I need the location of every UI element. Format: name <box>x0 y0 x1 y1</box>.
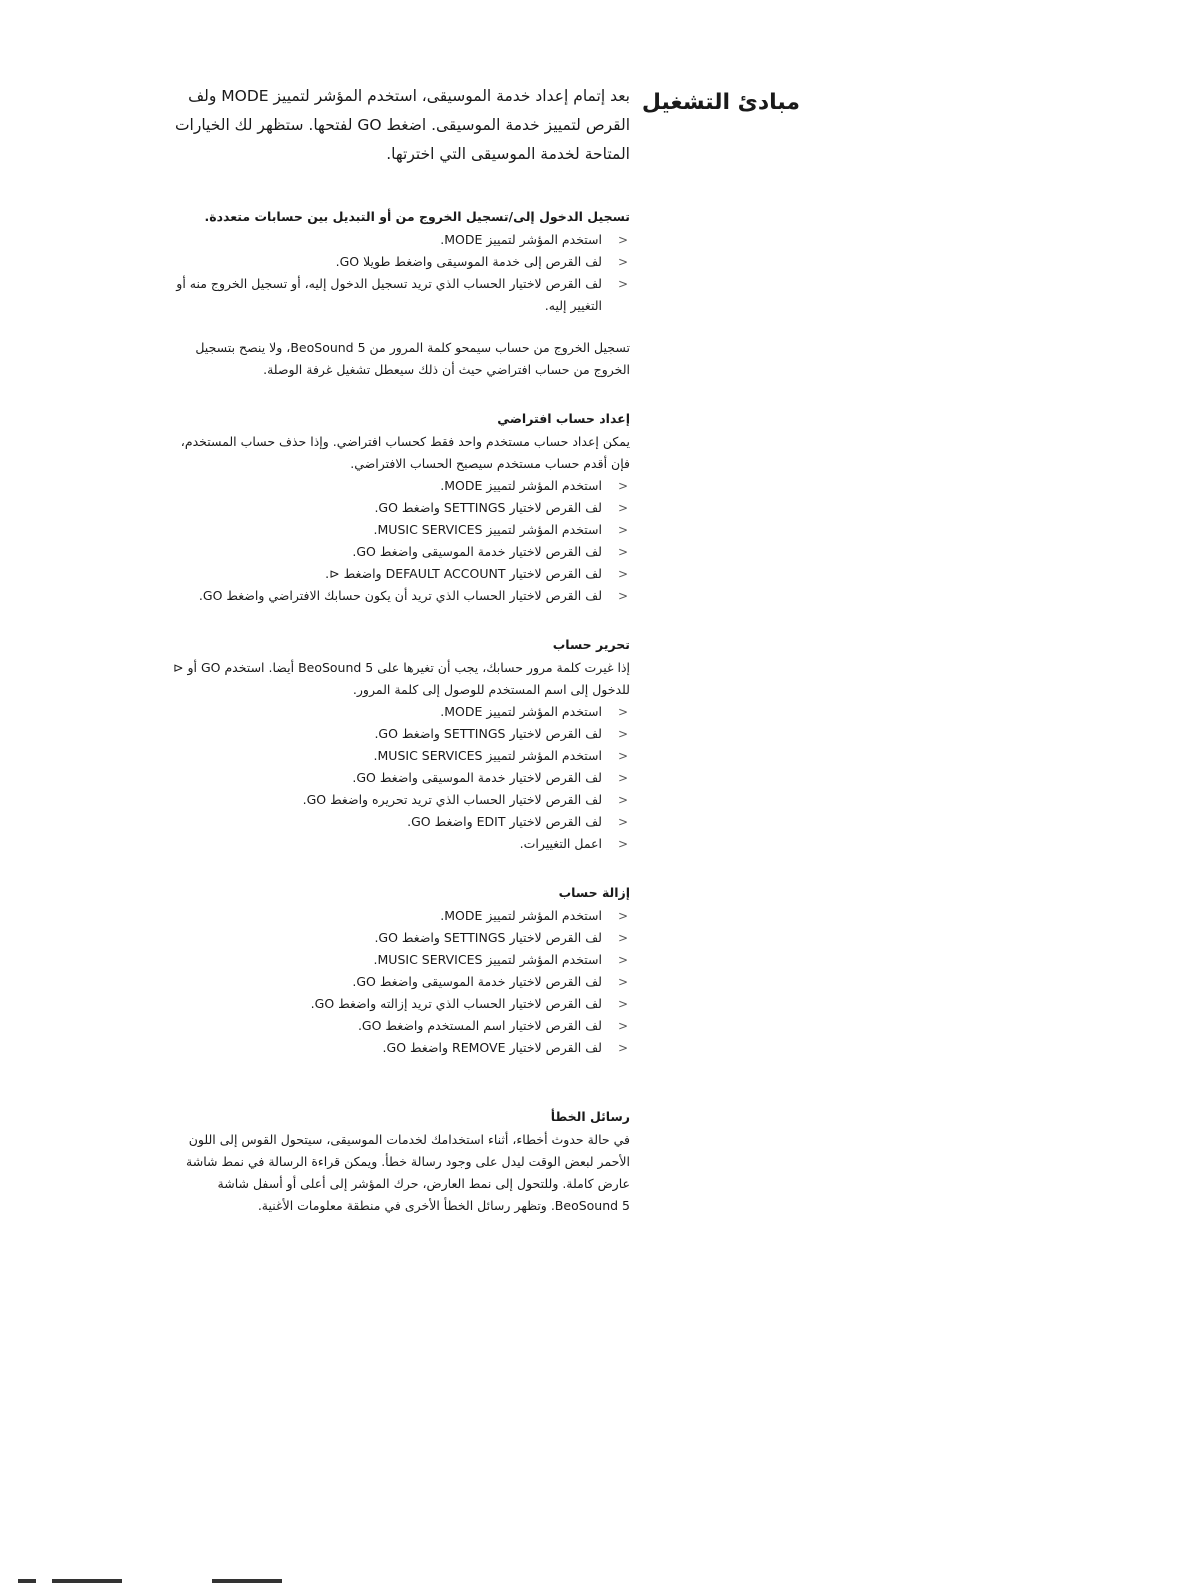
section-default-account <box>170 409 630 607</box>
step-text: استخدم المؤشر لتمييز MODE. <box>440 232 602 247</box>
chevron-icon: < <box>617 277 628 291</box>
chevron-icon: < <box>617 1019 628 1033</box>
list-item <box>170 519 630 541</box>
section-login-logout <box>170 207 630 381</box>
section-remove-account <box>170 883 630 1059</box>
steps-list <box>170 229 630 317</box>
step-text: استخدم المؤشر لتمييز MODE. <box>440 908 602 923</box>
step-text: لف القرص لاختيار خدمة الموسيقى واضغط GO. <box>352 544 602 559</box>
section-intro: يمكن إعداد حساب مستخدم واحد فقط كحساب افتراضي. وإذا حذف حساب المستخدم، فإن أقدم حساب مستخدم سيصبح الحساب الافتراضي. <box>180 434 630 471</box>
list-item <box>170 833 630 855</box>
list-item <box>170 723 630 745</box>
list-item <box>170 701 630 723</box>
list-item <box>170 745 630 767</box>
list-item <box>170 905 630 927</box>
intro-paragraph: بعد إتمام إعداد خدمة الموسيقى، استخدم المؤشر لتمييز MODE ولف القرص لتمييز خدمة الموسيقى. اضغط GO لفتحها. ستظهر لك الخيارات المتاحة لخدمة الموسيقى التي اخترتها. <box>174 87 630 163</box>
chevron-icon: < <box>617 705 628 719</box>
section-error-messages <box>170 1107 630 1217</box>
list-item <box>170 251 630 273</box>
section-heading: تحرير حساب <box>552 637 630 652</box>
step-text: لف القرص لاختيار الحساب الذي تريد إزالته واضغط GO. <box>310 996 602 1011</box>
page-title: مبادئ التشغيل <box>641 90 800 115</box>
step-text: لف القرص لاختيار اسم المستخدم واضغط GO. <box>357 1018 602 1033</box>
section-edit-account <box>170 635 630 855</box>
chevron-icon: < <box>617 953 628 967</box>
section-heading: إزالة حساب <box>558 885 630 900</box>
step-text: لف القرص إلى خدمة الموسيقى واضغط طويلا GO. <box>335 254 602 269</box>
step-text: استخدم المؤشر لتمييز MUSIC SERVICES. <box>373 952 602 967</box>
list-item <box>170 811 630 833</box>
chevron-icon: < <box>617 501 628 515</box>
chevron-icon: < <box>617 909 628 923</box>
step-text: لف القرص لاختيار SETTINGS واضغط GO. <box>374 500 602 515</box>
step-text: لف القرص لاختيار الحساب الذي تريد تحريره واضغط GO. <box>302 792 602 807</box>
list-item <box>170 949 630 971</box>
chevron-icon: < <box>617 815 628 829</box>
list-item <box>170 585 630 607</box>
steps-list <box>170 701 630 855</box>
chevron-icon: < <box>617 837 628 851</box>
step-text: استخدم المؤشر لتمييز MUSIC SERVICES. <box>373 522 602 537</box>
step-text: لف القرص لاختيار SETTINGS واضغط GO. <box>374 726 602 741</box>
chevron-icon: < <box>617 567 628 581</box>
chevron-icon: < <box>617 545 628 559</box>
step-text: استخدم المؤشر لتمييز MODE. <box>440 704 602 719</box>
steps-list <box>170 905 630 1059</box>
print-marks <box>0 1577 300 1583</box>
chevron-icon: < <box>617 1041 628 1055</box>
steps-list <box>170 475 630 607</box>
step-text: لف القرص لاختيار خدمة الموسيقى واضغط GO. <box>352 974 602 989</box>
chevron-icon: < <box>617 793 628 807</box>
list-item <box>170 971 630 993</box>
chevron-icon: < <box>617 975 628 989</box>
step-text: لف القرص لاختيار SETTINGS واضغط GO. <box>374 930 602 945</box>
section-heading: تسجيل الدخول إلى/تسجيل الخروج من أو التبديل بين حسابات متعددة. <box>204 209 630 224</box>
list-item <box>170 475 630 497</box>
section-body: في حالة حدوث أخطاء، أثناء استخدامك لخدمات الموسيقى، سيتحول القوس إلى اللون الأحمر لبعض الوقت ليدل على وجود رسالة خطأ. ويمكن قراءة الرسالة في نمط شاشة عارض كاملة. وللتحول إلى نمط العارض، حرك المؤشر إلى أعلى أو أسفل شاشة BeoSound 5. وتظهر رسائل الخطأ الأخرى في منطقة معلومات الأغنية. <box>186 1132 630 1213</box>
chevron-icon: < <box>617 523 628 537</box>
section-note: تسجيل الخروج من حساب سيمحو كلمة المرور من BeoSound 5، ولا ينصح بتسجيل الخروج من حساب افتراضي حيث أن ذلك سيعطل تشغيل غرفة الوصلة. <box>195 340 630 377</box>
list-item <box>170 789 630 811</box>
step-text: اعمل التغييرات. <box>519 836 602 851</box>
list-item <box>170 927 630 949</box>
chevron-icon: < <box>617 479 628 493</box>
section-intro: إذا غيرت كلمة مرور حسابك، يجب أن تغيرها على BeoSound 5 أيضا. استخدم GO أو ⊲ للدخول إلى اسم المستخدم للوصول إلى كلمة المرور. <box>173 660 630 697</box>
list-item <box>170 229 630 251</box>
chevron-icon: < <box>617 727 628 741</box>
list-item <box>170 993 630 1015</box>
step-text: لف القرص لاختيار DEFAULT ACCOUNT واضغط ⊲. <box>325 566 602 581</box>
list-item <box>170 767 630 789</box>
list-item <box>170 497 630 519</box>
step-text: لف القرص لاختيار الحساب الذي تريد أن يكون حسابك الافتراضي واضغط GO. <box>198 588 602 603</box>
section-heading: رسائل الخطأ <box>550 1109 630 1124</box>
list-item <box>170 1015 630 1037</box>
chevron-icon: < <box>617 997 628 1011</box>
list-item <box>170 563 630 585</box>
step-text: لف القرص لاختيار الحساب الذي تريد تسجيل الدخول إليه، أو تسجيل الخروج منه أو التغيير إليه. <box>176 276 602 313</box>
list-item <box>170 541 630 563</box>
section-heading: إعداد حساب افتراضي <box>497 411 630 426</box>
chevron-icon: < <box>617 931 628 945</box>
step-text: لف القرص لاختيار REMOVE واضغط GO. <box>382 1040 602 1055</box>
list-item <box>170 273 630 317</box>
chevron-icon: < <box>617 771 628 785</box>
chevron-icon: < <box>617 255 628 269</box>
chevron-icon: < <box>617 233 628 247</box>
list-item <box>170 1037 630 1059</box>
step-text: استخدم المؤشر لتمييز MUSIC SERVICES. <box>373 748 602 763</box>
chevron-icon: < <box>617 589 628 603</box>
main-content <box>170 82 630 1245</box>
chevron-icon: < <box>617 749 628 763</box>
step-text: لف القرص لاختيار خدمة الموسيقى واضغط GO. <box>352 770 602 785</box>
step-text: استخدم المؤشر لتمييز MODE. <box>440 478 602 493</box>
step-text: لف القرص لاختيار EDIT واضغط GO. <box>407 814 602 829</box>
